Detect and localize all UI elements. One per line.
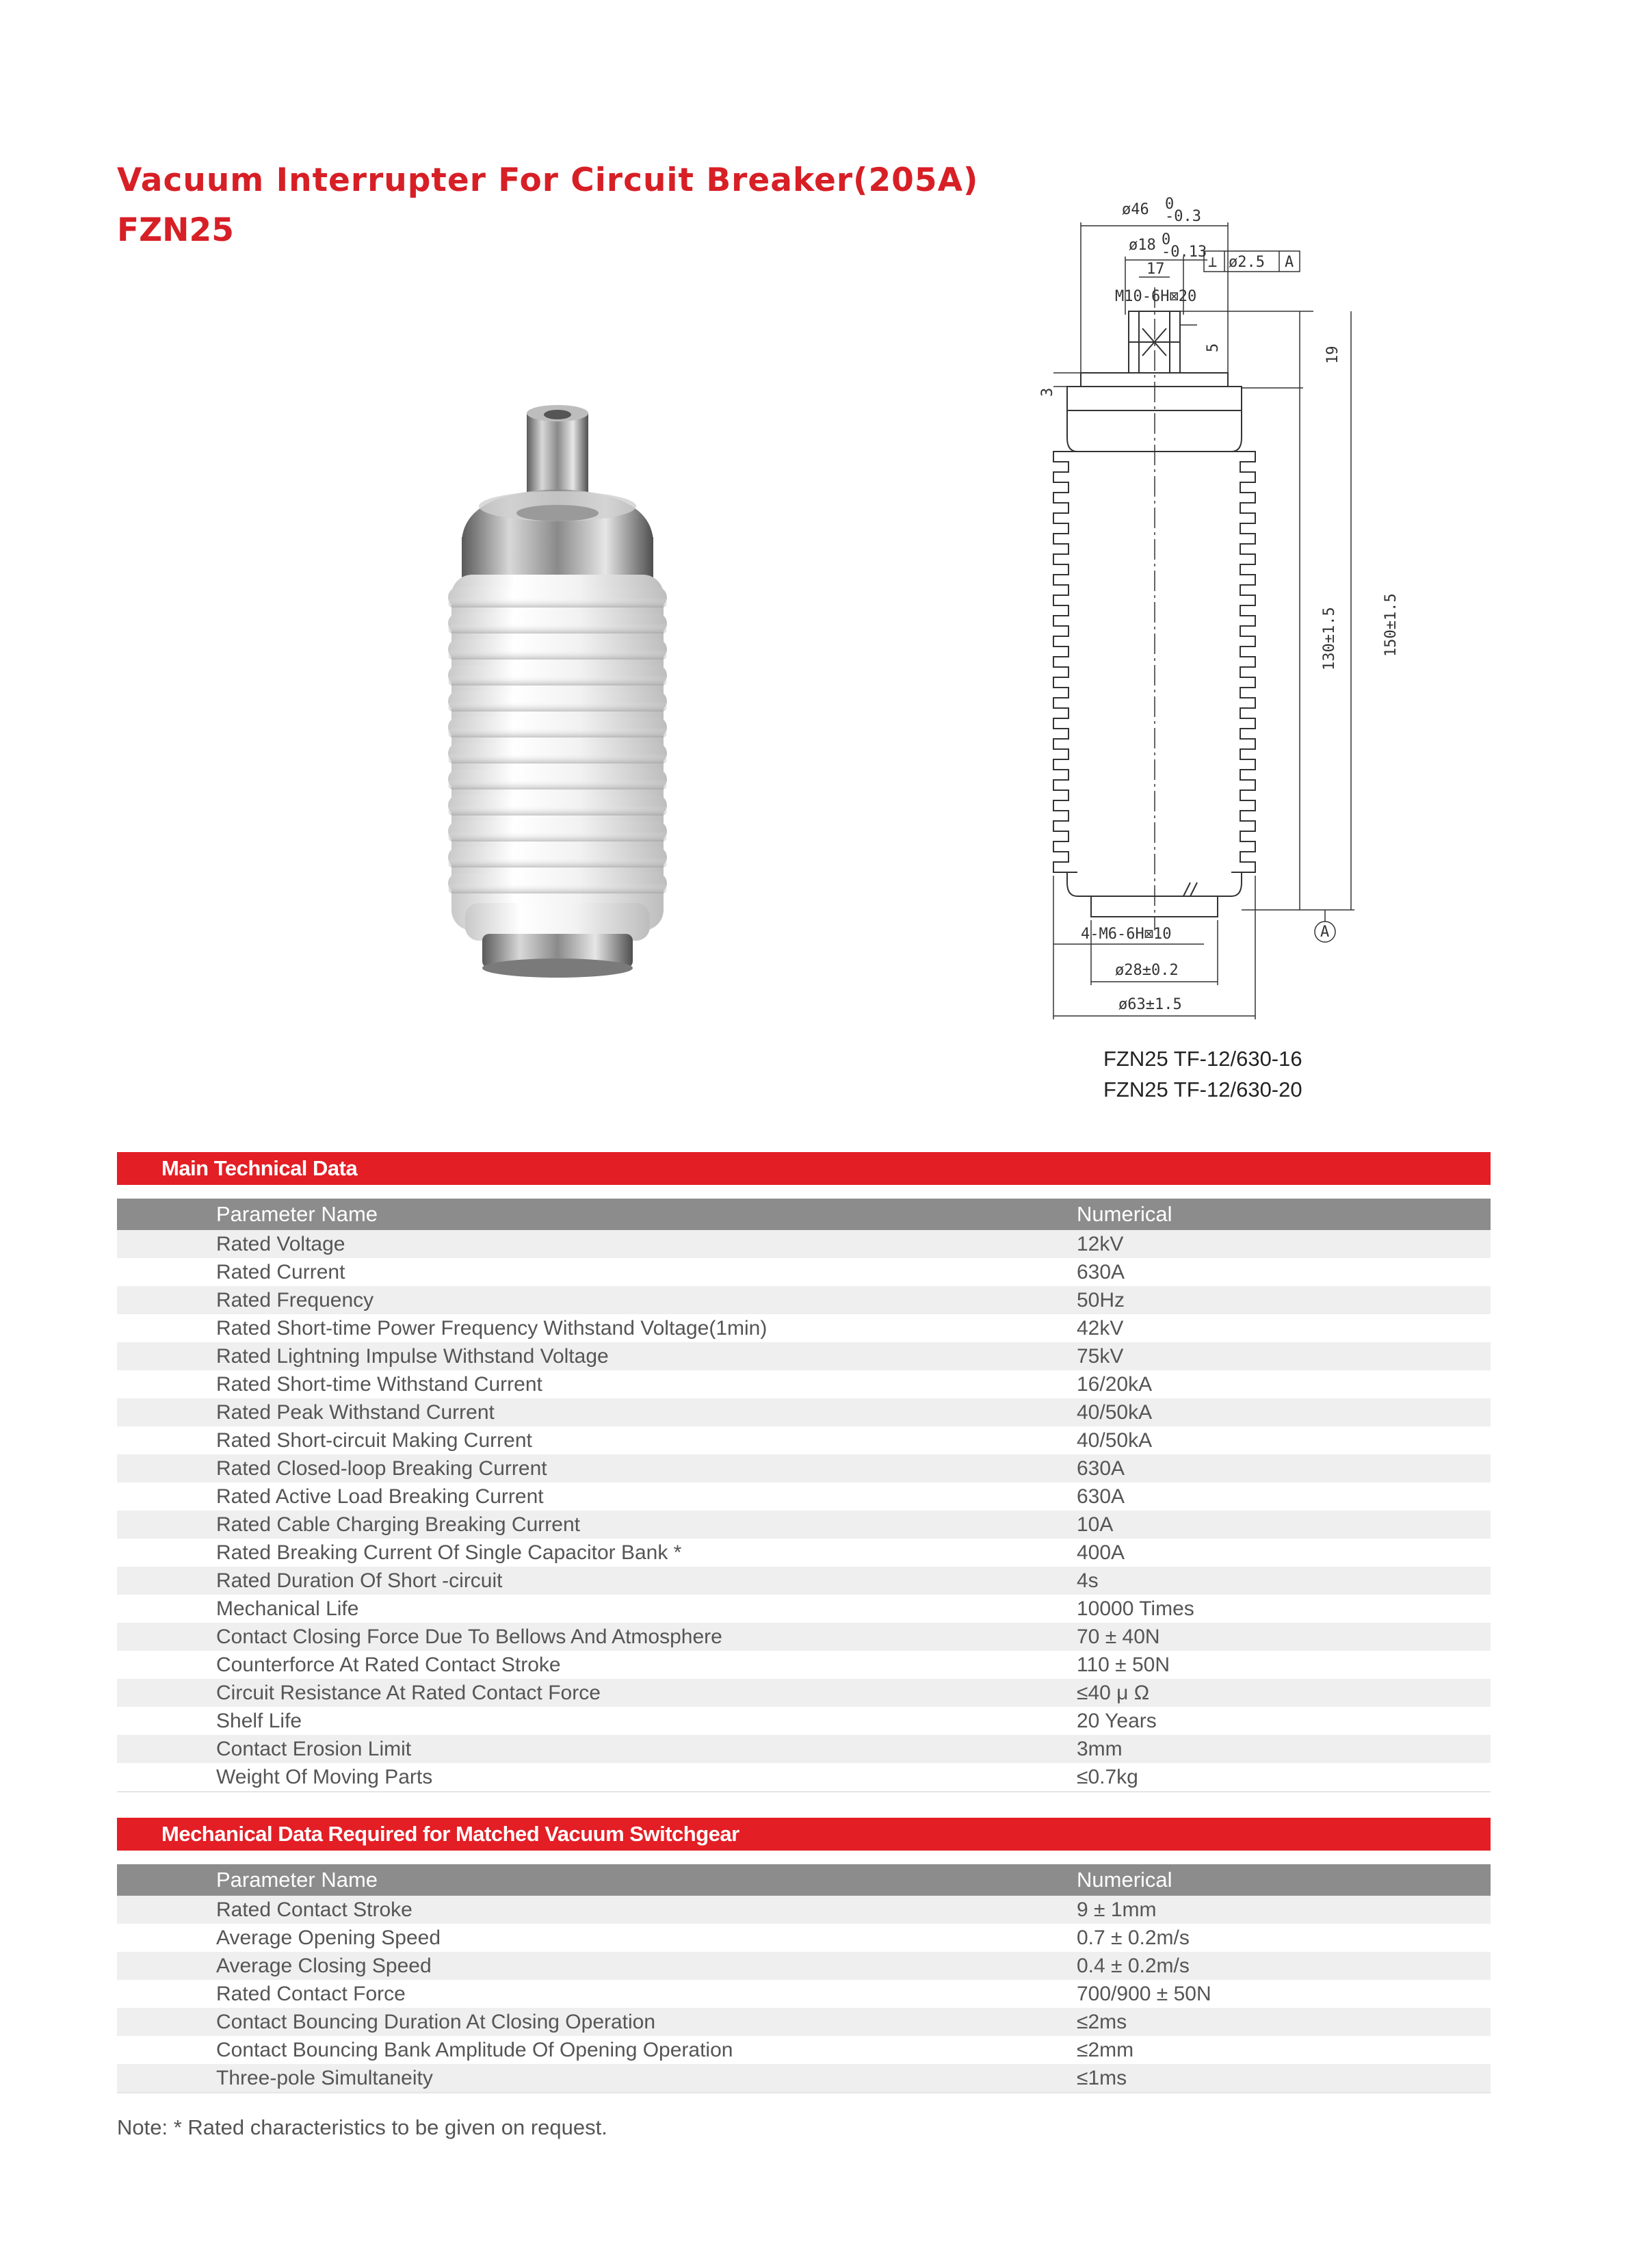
table-row (117, 2008, 1491, 2036)
parameter-value: 10000 Times (1077, 1597, 1194, 1620)
section-title-mechanical-data: Mechanical Data Required for Matched Vacuum Switchgear (117, 1818, 1491, 1851)
dim-d46: ø46 (1122, 201, 1149, 218)
header-numerical: Numerical (1077, 1202, 1172, 1226)
parameter-name: Rated Contact Force (216, 1983, 406, 2005)
table-row (117, 1623, 1491, 1651)
parameter-value: ≤2mm (1077, 2039, 1134, 2061)
parameter-value: 110 ± 50N (1077, 1654, 1170, 1676)
parameter-name: Contact Bouncing Bank Amplitude Of Opening Operation (216, 2039, 733, 2061)
table-row (117, 1454, 1491, 1483)
parameter-value: 40/50kA (1077, 1401, 1153, 1424)
table-row (117, 1735, 1491, 1763)
dim-height-130: 130±1.5 (1321, 607, 1338, 670)
section-title-main-technical-data: Main Technical Data (117, 1152, 1491, 1185)
parameter-value: 0.4 ± 0.2m/s (1077, 1955, 1190, 1977)
table-row (117, 1314, 1491, 1342)
perpendicularity-value: ø2.5 (1229, 254, 1265, 271)
parameter-value: 700/900 ± 50N (1077, 1983, 1211, 2005)
table-header (117, 1864, 1491, 1896)
parameter-name: Rated Breaking Current Of Single Capacitor Bank * (216, 1541, 682, 1564)
table-row (117, 1707, 1491, 1735)
dim-height-5: 5 (1205, 343, 1222, 352)
table-row (117, 1511, 1491, 1539)
table-row (117, 1595, 1491, 1623)
dim-thread-top: M10-6H⊠20 (1115, 288, 1197, 305)
parameter-name: Contact Bouncing Duration At Closing Operation (216, 2011, 656, 2033)
parameter-name: Average Closing Speed (216, 1955, 432, 1977)
header-numerical: Numerical (1077, 1868, 1172, 1892)
table-row (117, 1924, 1491, 1952)
parameter-name: Weight Of Moving Parts (216, 1766, 433, 1788)
parameter-value: 70 ± 40N (1077, 1625, 1160, 1648)
parameter-value: 630A (1077, 1261, 1125, 1283)
product-photo (417, 404, 705, 985)
table-row (117, 1651, 1491, 1679)
model-variants (1103, 1043, 1302, 1105)
parameter-value: 4s (1077, 1569, 1099, 1592)
parameter-name: Circuit Resistance At Rated Contact Force (216, 1682, 601, 1704)
parameter-value: ≤2ms (1077, 2011, 1127, 2033)
dim-d18-tol-bottom: -0.13 (1162, 244, 1207, 261)
table-row (117, 1539, 1491, 1567)
table-row (117, 1286, 1491, 1314)
dim-d63: ø63±1.5 (1118, 996, 1182, 1013)
table-row (117, 1483, 1491, 1511)
parameter-name: Rated Cable Charging Breaking Current (216, 1513, 580, 1536)
dim-d46-tol-bottom: -0.3 (1165, 208, 1201, 225)
table-row (117, 1342, 1491, 1370)
parameter-name: Rated Frequency (216, 1289, 374, 1311)
parameter-name: Mechanical Life (216, 1597, 359, 1620)
header-parameter-name: Parameter Name (216, 1868, 378, 1892)
parameter-value: ≤40 μ Ω (1077, 1682, 1150, 1704)
parameter-name: Rated Current (216, 1261, 345, 1283)
dim-d28: ø28±0.2 (1115, 962, 1179, 979)
table-row (117, 1370, 1491, 1398)
parameter-name: Rated Contact Stroke (216, 1898, 412, 1921)
perpendicularity-symbol: ⊥ (1208, 254, 1218, 271)
variant-label: FZN25 TF-12/630-20 (1103, 1078, 1302, 1101)
page-title: Vacuum Interrupter For Circuit Breaker(205A) (117, 161, 979, 199)
parameter-name: Rated Short-time Power Frequency Withstand Voltage(1min) (216, 1317, 768, 1340)
table-row (117, 1952, 1491, 1980)
header-parameter-name: Parameter Name (216, 1202, 378, 1226)
table-row (117, 1980, 1491, 2008)
parameter-name: Rated Lightning Impulse Withstand Voltage (216, 1345, 609, 1368)
footnote: Note: * Rated characteristics to be given on request. (117, 2115, 607, 2139)
table-row (117, 1679, 1491, 1707)
parameter-value: 16/20kA (1077, 1373, 1153, 1396)
dim-width-17: 17 (1146, 261, 1165, 278)
parameter-name: Rated Closed-loop Breaking Current (216, 1457, 547, 1480)
variant-label: FZN25 TF-12/630-16 (1103, 1047, 1302, 1071)
parameter-value: 42kV (1077, 1317, 1124, 1340)
parameter-name: Contact Closing Force Due To Bellows And Atmosphere (216, 1625, 722, 1648)
parameter-value: ≤0.7kg (1077, 1766, 1138, 1788)
parameter-value: 20 Years (1077, 1710, 1157, 1732)
dim-d46-tol-top: 0 (1165, 196, 1175, 213)
parameter-value: ≤1ms (1077, 2067, 1127, 2089)
parameter-value: 50Hz (1077, 1289, 1125, 1311)
parameter-name: Rated Active Load Breaking Current (216, 1485, 544, 1508)
table-row (117, 1763, 1491, 1791)
parameter-name: Rated Duration Of Short -circuit (216, 1569, 503, 1592)
dim-d18: ø18 (1129, 237, 1156, 254)
dim-thread-bottom: 4-M6-6H⊠10 (1081, 926, 1172, 943)
table-row (117, 1896, 1491, 1924)
table-row (117, 1398, 1491, 1426)
parameter-value: 0.7 ± 0.2m/s (1077, 1927, 1190, 1949)
parameter-name: Rated Voltage (216, 1233, 345, 1255)
table-row (117, 1426, 1491, 1454)
dim-height-19: 19 (1324, 345, 1341, 364)
parameter-name: Average Opening Speed (216, 1927, 441, 1949)
datum-a-label: A (1320, 924, 1330, 941)
main-technical-table (117, 1199, 1491, 1792)
parameter-name: Three-pole Simultaneity (216, 2067, 433, 2089)
table-row (117, 1230, 1491, 1258)
mechanical-data-table (117, 1864, 1491, 2093)
table-row (117, 2064, 1491, 2092)
dim-height-150: 150±1.5 (1382, 593, 1400, 657)
parameter-name: Rated Peak Withstand Current (216, 1401, 495, 1424)
parameter-value: 12kV (1077, 1233, 1124, 1255)
parameter-name: Rated Short-circuit Making Current (216, 1429, 532, 1452)
model-name: FZN25 (117, 211, 234, 249)
parameter-value: 10A (1077, 1513, 1114, 1536)
table-row (117, 2036, 1491, 2064)
parameter-value: 400A (1077, 1541, 1125, 1564)
parameter-name: Counterforce At Rated Contact Stroke (216, 1654, 561, 1676)
parameter-value: 3mm (1077, 1738, 1123, 1760)
parameter-value: 630A (1077, 1485, 1125, 1508)
table-header (117, 1199, 1491, 1230)
parameter-value: 40/50kA (1077, 1429, 1153, 1452)
parameter-value: 630A (1077, 1457, 1125, 1480)
parameter-name: Shelf Life (216, 1710, 302, 1732)
table-row (117, 1258, 1491, 1286)
dim-d18-tol-top: 0 (1162, 231, 1171, 248)
table-row (117, 1567, 1491, 1595)
technical-drawing (1026, 192, 1437, 1033)
parameter-name: Rated Short-time Withstand Current (216, 1373, 542, 1396)
dim-height-3: 3 (1039, 387, 1056, 397)
parameter-name: Contact Erosion Limit (216, 1738, 412, 1760)
perpendicularity-datum: A (1285, 254, 1294, 271)
parameter-value: 9 ± 1mm (1077, 1898, 1157, 1921)
parameter-value: 75kV (1077, 1345, 1124, 1368)
